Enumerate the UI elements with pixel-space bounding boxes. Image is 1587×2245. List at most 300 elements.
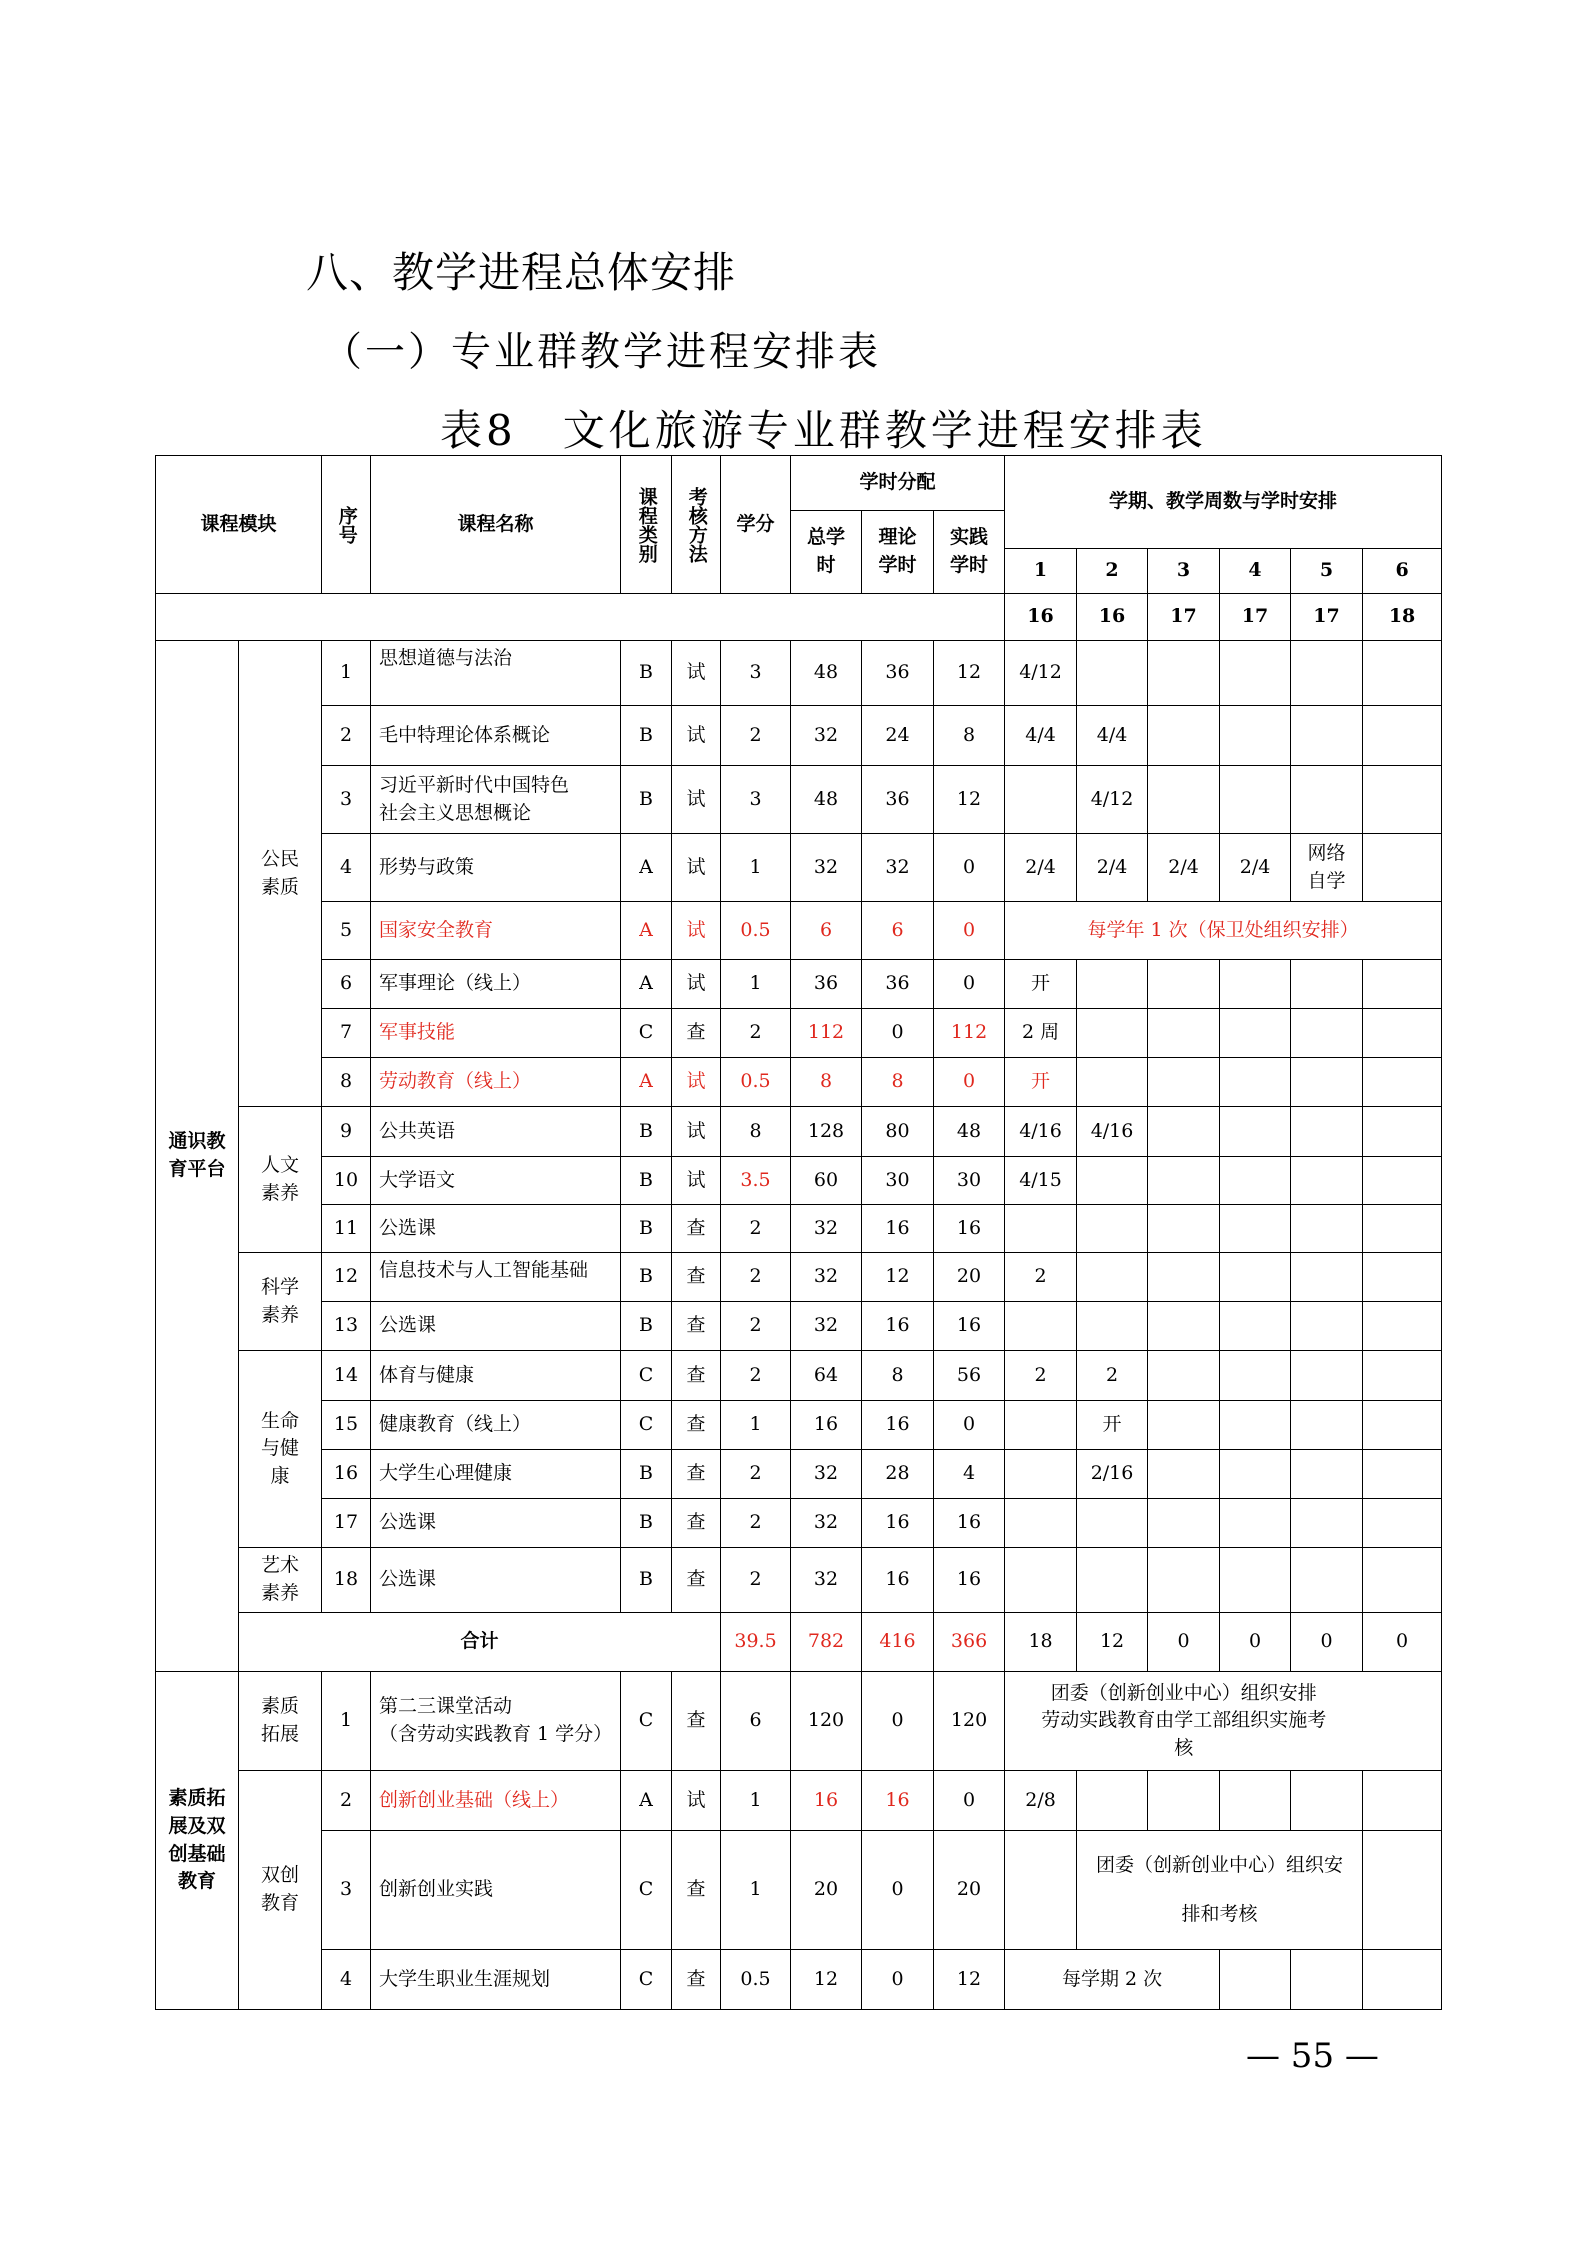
table-row: [156, 1831, 1442, 1950]
cell-exam: 试: [672, 706, 721, 766]
cell-practice: 56: [934, 1351, 1005, 1401]
cell-term: 2/4: [1220, 834, 1291, 902]
cell-term: 2: [1005, 1351, 1077, 1401]
cell-term: [1291, 706, 1363, 766]
cell-term: [1148, 1548, 1220, 1613]
cell-name: 公共英语: [371, 1107, 621, 1157]
cell-total: 32: [791, 1548, 862, 1613]
term-weeks: 17: [1220, 594, 1291, 641]
cell-term: [1363, 1058, 1442, 1107]
cell-term: 2/4: [1005, 834, 1077, 902]
note-line: 核: [1174, 1736, 1194, 1759]
cell-term: [1220, 1351, 1291, 1401]
cell-name: 公选课: [371, 1205, 621, 1253]
table-row: [156, 1401, 1442, 1450]
cell-term: [1005, 1302, 1077, 1351]
cell-exam: 查: [672, 1499, 721, 1548]
cell-exam: 试: [672, 834, 721, 902]
cell-seq: 3: [322, 766, 371, 834]
cell-theory: 0: [862, 1009, 934, 1058]
header-credit: 学分: [721, 456, 791, 594]
cell-term: [1363, 1253, 1442, 1302]
cell-practice: 0: [934, 1401, 1005, 1450]
note-line: 团委（创新创业中心）组织安排: [1050, 1681, 1317, 1704]
cell-name: 形势与政策: [371, 834, 621, 902]
cell-term: [1291, 1950, 1363, 2010]
cell-practice: 16: [934, 1205, 1005, 1253]
cell-term: 4/12: [1005, 641, 1077, 706]
cell-seq: 15: [322, 1401, 371, 1450]
cell-term: [1220, 1009, 1291, 1058]
cell-term: [1363, 834, 1442, 902]
cell-total: 60: [791, 1157, 862, 1205]
total-term: 0: [1291, 1613, 1363, 1672]
table-row: [156, 1253, 1442, 1302]
term-number: 2: [1077, 549, 1148, 594]
total-term: 12: [1077, 1613, 1148, 1672]
cell-total: 6: [791, 902, 862, 960]
cell-seq: 13: [322, 1302, 371, 1351]
platform-general: 通识教育平台: [156, 641, 239, 1672]
cell-term: [1291, 1401, 1363, 1450]
cell-practice: 120: [934, 1672, 1005, 1771]
cell-credit: 2: [721, 706, 791, 766]
cell-term: [1005, 1205, 1077, 1253]
cell-term: [1363, 1401, 1442, 1450]
cell-practice: 0: [934, 902, 1005, 960]
table-row: [156, 834, 1442, 902]
cell-theory: 16: [862, 1771, 934, 1831]
cell-term: [1148, 1009, 1220, 1058]
cell-term-line: 网络: [1307, 841, 1346, 864]
term-weeks: 18: [1363, 594, 1442, 641]
cell-seq: 4: [322, 834, 371, 902]
cell-term: 开: [1005, 1058, 1077, 1107]
table-row: [156, 902, 1442, 960]
cell-credit: 6: [721, 1672, 791, 1771]
cell-exam: 查: [672, 1831, 721, 1950]
cell-total: 20: [791, 1831, 862, 1950]
cell-term: [1005, 1450, 1077, 1499]
cell-exam: 查: [672, 1950, 721, 2010]
cell-total: 32: [791, 1205, 862, 1253]
cell-seq: 6: [322, 960, 371, 1009]
cell-theory: 12: [862, 1253, 934, 1302]
table-row: [156, 1351, 1442, 1401]
cell-exam: 试: [672, 902, 721, 960]
cell-term: [1363, 960, 1442, 1009]
cell-term-note: 每学期 2 次: [1005, 1950, 1220, 2010]
term-weeks: 16: [1077, 594, 1148, 641]
cell-term: [1148, 1302, 1220, 1351]
cell-term: [1363, 1205, 1442, 1253]
cell-exam: 查: [672, 1009, 721, 1058]
cell-term: [1148, 1253, 1220, 1302]
header-row: [156, 594, 1442, 641]
cell-practice: 20: [934, 1253, 1005, 1302]
submodule-health: 生命与健康: [239, 1351, 322, 1548]
cell-term: [1363, 1351, 1442, 1401]
cell-term: [1148, 641, 1220, 706]
cell-exam: 查: [672, 1548, 721, 1613]
cell-term: [1148, 1205, 1220, 1253]
cell-credit: 0.5: [721, 902, 791, 960]
cell-term: 4/15: [1005, 1157, 1077, 1205]
term-number: 5: [1291, 549, 1363, 594]
cell-seq: 2: [322, 706, 371, 766]
header-name: 课程名称: [371, 456, 621, 594]
cell-type: B: [621, 1499, 672, 1548]
cell-term: [1005, 1548, 1077, 1613]
cell-type: B: [621, 1205, 672, 1253]
cell-name: 体育与健康: [371, 1351, 621, 1401]
cell-term: [1220, 1950, 1291, 2010]
cell-term: [1363, 641, 1442, 706]
cell-name: 毛中特理论体系概论: [371, 706, 621, 766]
cell-theory: 8: [862, 1351, 934, 1401]
term-weeks: 16: [1005, 594, 1077, 641]
cell-name: 劳动教育（线上）: [371, 1058, 621, 1107]
cell-credit: 1: [721, 1771, 791, 1831]
table-row: [156, 1950, 1442, 2010]
header-exam: 考核方法: [672, 456, 721, 594]
cell-term: [1148, 1771, 1220, 1831]
cell-type: B: [621, 1157, 672, 1205]
cell-term: 2 周: [1005, 1009, 1077, 1058]
cell-theory: 0: [862, 1950, 934, 2010]
cell-seq: 17: [322, 1499, 371, 1548]
cell-theory: 16: [862, 1302, 934, 1351]
schedule-table: [155, 455, 1442, 2010]
cell-credit: 1: [721, 834, 791, 902]
cell-term: 2: [1077, 1351, 1148, 1401]
cell-term: [1363, 1302, 1442, 1351]
cell-term: [1363, 706, 1442, 766]
cell-term: [1220, 1157, 1291, 1205]
total-term: 0: [1220, 1613, 1291, 1672]
cell-type: B: [621, 706, 672, 766]
cell-total: 32: [791, 1253, 862, 1302]
cell-practice: 112: [934, 1009, 1005, 1058]
cell-theory: 36: [862, 960, 934, 1009]
cell-name: 大学语文: [371, 1157, 621, 1205]
cell-credit: 3: [721, 641, 791, 706]
cell-term: 2/4: [1148, 834, 1220, 902]
cell-name: 大学生职业生涯规划: [371, 1950, 621, 2010]
cell-term: [1148, 1401, 1220, 1450]
cell-name: 思想道德与法治: [371, 641, 621, 706]
table-row: [156, 1548, 1442, 1613]
cell-name: 公选课: [371, 1302, 621, 1351]
cell-practice: 16: [934, 1302, 1005, 1351]
cell-total: 32: [791, 834, 862, 902]
cell-practice: 16: [934, 1548, 1005, 1613]
header-total: 总学时: [791, 511, 862, 594]
subsection-heading: （一）专业群教学进程安排表: [322, 329, 881, 375]
cell-term: [1291, 1157, 1363, 1205]
cell-term: [1077, 1009, 1148, 1058]
cell-term: [1291, 1107, 1363, 1157]
submodule-art: 艺术素养: [239, 1548, 322, 1613]
cell-term: [1291, 1009, 1363, 1058]
cell-term: 开: [1077, 1401, 1148, 1450]
cell-seq: 18: [322, 1548, 371, 1613]
cell-term: [1220, 1302, 1291, 1351]
submodule-humanity: 人文素养: [239, 1107, 322, 1253]
cell-term: 2/16: [1077, 1450, 1148, 1499]
cell-term: 2/8: [1005, 1771, 1077, 1831]
total-label: 合计: [239, 1613, 721, 1672]
cell-practice: 0: [934, 1771, 1005, 1831]
cell-seq: 8: [322, 1058, 371, 1107]
cell-term: 4/16: [1077, 1107, 1148, 1157]
cell-type: B: [621, 1450, 672, 1499]
cell-term: [1363, 1499, 1442, 1548]
term-weeks: 17: [1291, 594, 1363, 641]
section-heading: 八、教学进程总体安排: [306, 248, 737, 297]
page-number: — 55 —: [1246, 2036, 1379, 2076]
cell-term: [1148, 1157, 1220, 1205]
cell-term: 开: [1005, 960, 1077, 1009]
cell-term-note: 每学年 1 次（保卫处组织安排）: [1005, 902, 1442, 960]
note-line: 团委（创新创业中心）组织安: [1096, 1853, 1344, 1876]
cell-term: [1148, 766, 1220, 834]
cell-total: 16: [791, 1771, 862, 1831]
cell-seq: 1: [322, 1672, 371, 1771]
note-line: 劳动实践教育由学工部组织实施考: [1041, 1709, 1327, 1732]
cell-theory: 16: [862, 1548, 934, 1613]
cell-term: 4/4: [1077, 706, 1148, 766]
cell-term: 4/4: [1005, 706, 1077, 766]
cell-exam: 查: [672, 1401, 721, 1450]
cell-term: [1363, 1950, 1442, 2010]
cell-seq: 12: [322, 1253, 371, 1302]
term-weeks: 17: [1148, 594, 1220, 641]
total-hours: 782: [791, 1613, 862, 1672]
cell-name: 信息技术与人工智能基础: [371, 1253, 621, 1302]
cell-type: A: [621, 834, 672, 902]
cell-theory: 6: [862, 902, 934, 960]
header-seq: 序号: [322, 456, 371, 594]
cell-credit: 3: [721, 766, 791, 834]
cell-term: [1220, 960, 1291, 1009]
cell-seq: 7: [322, 1009, 371, 1058]
cell-exam: 试: [672, 1107, 721, 1157]
cell-practice: 12: [934, 1950, 1005, 2010]
cell-name: 公选课: [371, 1499, 621, 1548]
cell-term-line: 自学: [1307, 869, 1346, 892]
cell-term: 4/16: [1005, 1107, 1077, 1157]
cell-credit: 1: [721, 1401, 791, 1450]
cell-term: [1220, 1205, 1291, 1253]
term-number: 3: [1148, 549, 1220, 594]
cell-credit: 2: [721, 1253, 791, 1302]
cell-name: 军事技能: [371, 1009, 621, 1058]
cell-practice: 8: [934, 706, 1005, 766]
cell-practice: 0: [934, 1058, 1005, 1107]
cell-term: [1363, 1771, 1442, 1831]
cell-term: [1291, 1253, 1363, 1302]
cell-term: [1148, 1450, 1220, 1499]
cell-theory: 0: [862, 1831, 934, 1950]
note-line: 排和考核: [1181, 1903, 1258, 1925]
cell-theory: 16: [862, 1401, 934, 1450]
cell-term: [1220, 1401, 1291, 1450]
cell-total: 8: [791, 1058, 862, 1107]
cell-type: B: [621, 1253, 672, 1302]
cell-term: [1148, 1499, 1220, 1548]
cell-term-note: [1005, 1672, 1363, 1771]
cell-practice: 12: [934, 641, 1005, 706]
cell-term: [1148, 960, 1220, 1009]
cell-total: 12: [791, 1950, 862, 2010]
cell-term: [1148, 1058, 1220, 1107]
total-theory: 416: [862, 1613, 934, 1672]
cell-term: 4/12: [1077, 766, 1148, 834]
cell-term: [1077, 1157, 1148, 1205]
cell-credit: 2: [721, 1302, 791, 1351]
cell-term: [1220, 1107, 1291, 1157]
cell-type: A: [621, 960, 672, 1009]
cell-exam: 试: [672, 1771, 721, 1831]
cell-type: A: [621, 902, 672, 960]
table-row: [156, 1450, 1442, 1499]
cell-theory: 8: [862, 1058, 934, 1107]
cell-term: [1220, 1253, 1291, 1302]
table-row: [156, 1157, 1442, 1205]
cell-type: C: [621, 1672, 672, 1771]
cell-credit: 2: [721, 1205, 791, 1253]
cell-theory: 16: [862, 1499, 934, 1548]
cell-term: [1291, 1499, 1363, 1548]
cell-total: 112: [791, 1009, 862, 1058]
cell-exam: 查: [672, 1205, 721, 1253]
cell-practice: 0: [934, 960, 1005, 1009]
cell-term: [1220, 1548, 1291, 1613]
table-row: [156, 706, 1442, 766]
cell-theory: 36: [862, 641, 934, 706]
cell-credit: 2: [721, 1351, 791, 1401]
table-row: [156, 1302, 1442, 1351]
cell-term: [1220, 1499, 1291, 1548]
cell-name: 创新创业实践: [371, 1831, 621, 1950]
cell-total: 32: [791, 1450, 862, 1499]
total-term: 18: [1005, 1613, 1077, 1672]
cell-total: 48: [791, 641, 862, 706]
submodule-science: 科学素养: [239, 1253, 322, 1351]
table-row: [156, 1009, 1442, 1058]
cell-term: 2/4: [1077, 834, 1148, 902]
cell-term: [1363, 1157, 1442, 1205]
table-row: [156, 641, 1442, 706]
header-terms: 学期、教学周数与学时安排: [1005, 456, 1442, 549]
cell-seq: 1: [322, 641, 371, 706]
cell-total: 32: [791, 706, 862, 766]
cell-type: C: [621, 1351, 672, 1401]
cell-term: [1148, 1351, 1220, 1401]
cell-term: [1291, 1205, 1363, 1253]
cell-term-note: [1077, 1831, 1363, 1950]
cell-credit: 1: [721, 1831, 791, 1950]
cell-term: [1148, 1107, 1220, 1157]
cell-total: 36: [791, 960, 862, 1009]
header-hours-alloc: 学时分配: [791, 456, 1005, 511]
cell-term: [1077, 1548, 1148, 1613]
cell-credit: 0.5: [721, 1950, 791, 2010]
cell-term: [1220, 1450, 1291, 1499]
table-row: [156, 1107, 1442, 1157]
cell-term: [1291, 1450, 1363, 1499]
cell-theory: 30: [862, 1157, 934, 1205]
cell-exam: 查: [672, 1672, 721, 1771]
cell-total: 120: [791, 1672, 862, 1771]
cell-term: [1291, 960, 1363, 1009]
cell-term: [1005, 766, 1077, 834]
cell-type: A: [621, 1771, 672, 1831]
cell-credit: 2: [721, 1548, 791, 1613]
cell-type: C: [621, 1831, 672, 1950]
cell-term: [1363, 1672, 1442, 1771]
cell-seq: 11: [322, 1205, 371, 1253]
cell-term: [1363, 1450, 1442, 1499]
cell-seq: 4: [322, 1950, 371, 2010]
cell-practice: 4: [934, 1450, 1005, 1499]
cell-exam: 试: [672, 641, 721, 706]
cell-type: B: [621, 1107, 672, 1157]
cell-term: [1077, 1253, 1148, 1302]
cell-term: [1077, 960, 1148, 1009]
cell-name: 健康教育（线上）: [371, 1401, 621, 1450]
cell-credit: 2: [721, 1009, 791, 1058]
cell-credit: 0.5: [721, 1058, 791, 1107]
cell-theory: 28: [862, 1450, 934, 1499]
cell-total: 32: [791, 1499, 862, 1548]
cell-term: [1291, 766, 1363, 834]
cell-name: 大学生心理健康: [371, 1450, 621, 1499]
table-row: [156, 1205, 1442, 1253]
cell-term: [1291, 1302, 1363, 1351]
cell-term: [1005, 1831, 1077, 1950]
cell-type: C: [621, 1950, 672, 2010]
term-number: 4: [1220, 549, 1291, 594]
cell-exam: 查: [672, 1450, 721, 1499]
table-row: [156, 1058, 1442, 1107]
cell-exam: 试: [672, 1157, 721, 1205]
cell-type: A: [621, 1058, 672, 1107]
cell-practice: 12: [934, 766, 1005, 834]
cell-term: [1291, 1351, 1363, 1401]
total-term: 0: [1363, 1613, 1442, 1672]
cell-exam: 试: [672, 766, 721, 834]
cell-term: [1363, 1009, 1442, 1058]
cell-practice: 30: [934, 1157, 1005, 1205]
submodule-quality: 素质拓展: [239, 1672, 322, 1771]
cell-exam: 查: [672, 1253, 721, 1302]
cell-theory: 0: [862, 1672, 934, 1771]
cell-term: [1363, 1831, 1442, 1950]
header-practice: 实践学时: [934, 511, 1005, 594]
cell-credit: 3.5: [721, 1157, 791, 1205]
cell-total: 48: [791, 766, 862, 834]
cell-theory: 16: [862, 1205, 934, 1253]
cell-name-line: 习近平新时代中国特色: [379, 773, 570, 796]
cell-name: 国家安全教育: [371, 902, 621, 960]
cell-term: 2: [1005, 1253, 1077, 1302]
total-practice: 366: [934, 1613, 1005, 1672]
cell-seq: 9: [322, 1107, 371, 1157]
cell-term: [1363, 1107, 1442, 1157]
table-row: [156, 1672, 1442, 1771]
